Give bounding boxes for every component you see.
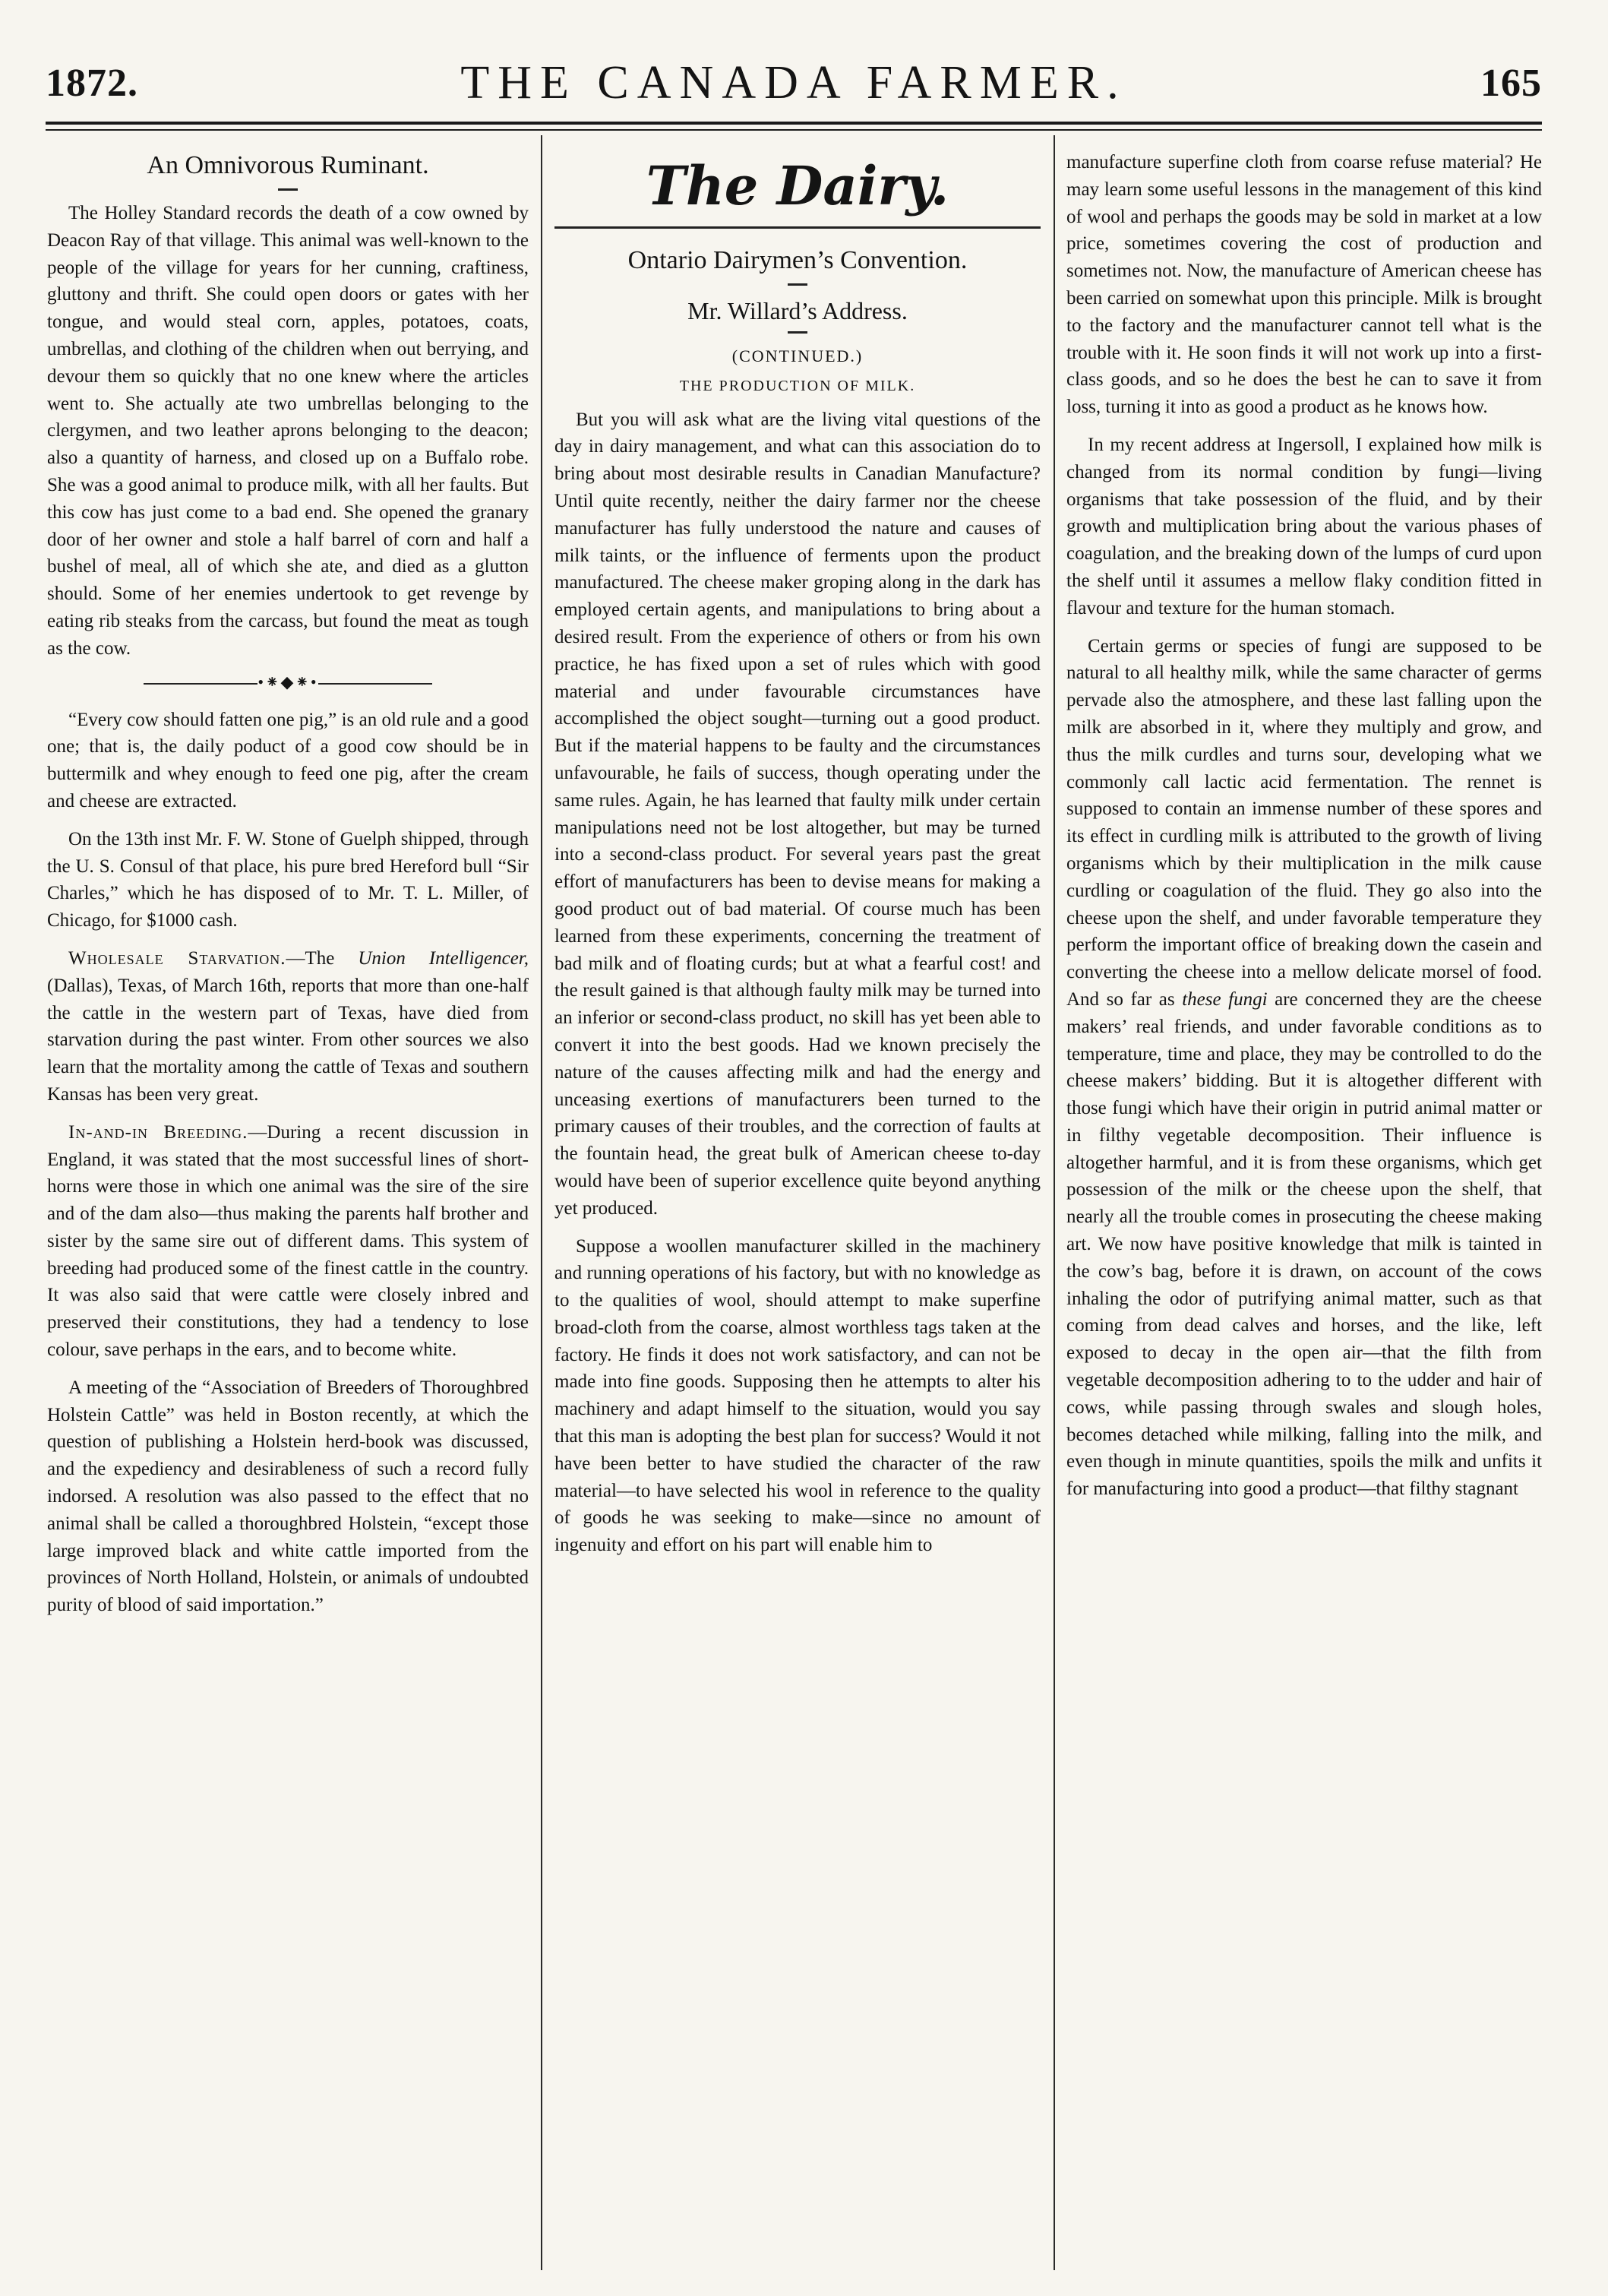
paragraph-text: (Dallas), Texas, of March 16th, reports that more than one-half the cattle in the western part of Texas, have died from starvation during the past winter. From other sources we also learn that the mortality among the cattle of Texas and southern Kansas has been very great. xyxy=(47,975,529,1105)
paragraph-text: —During a recent discussion in England, it was stated that the most successful lines of short-horns were those in which one animal was the sire of the sire and of the dam also—thus making the parents half brother and sister by the same sire out of different dams. This system of breeding had produced some of the finest cattle in the country. It was also said that were cattle were closely inbred and preserved their constitutions, they had a tendency to lose colour, save perhaps in the ears, and to become white. xyxy=(47,1121,529,1361)
column-divider-2 xyxy=(1054,135,1055,2270)
header-rule xyxy=(46,122,1542,125)
column-3 xyxy=(1066,149,1542,2269)
article-paragraph: Suppose a woollen manufacturer skilled in the machinery and running operations of his factory, but with no knowledge as to the qualities of wool, should attempt to make superfine broad-cloth from the coarse, almost worthless tags taken at the factory. He finds it does not work satisfactory, and can not be made into fine goods. Supposing then he attempts to alter his machinery and adapt himself to the situation, would you say that this man is adopting the best plan for success? Would it not have been better to have studied the character of the raw material—to have selected his wool in reference to the quality of goods he was seeking to make—since no amount of ingenuity and effort on his part will enable him to xyxy=(554,1235,1041,1556)
article-paragraph-starvation xyxy=(47,945,529,1108)
paragraph-text: Certain germs or species of fungi are supposed to be natural to all healthy milk, while the same character of germs pervade also the atmosphere, and these last falling upon the milk are absorbed in it, where they multiply and grow, and thus the milk curdles and turns sour, developing what we commonly call lactic acid fermentation. The rennet is supposed to contain an immense number of these spores and its effect in curdling milk is attributed to the growth of living organisms which by their multiplication in the milk cause curdling or coagulation of the fluid. They go also into the cheese upon the shelf, and under favorable temperature they perform the important office of breaking down the casein and converting the cheese into a mellow delicate morsel of food. And so far as xyxy=(1066,635,1542,1010)
article-paragraph: In my recent address at Ingersoll, I explained how milk is changed from its normal condition by fungi—living organisms that take possession of the fluid, and by their growth and multiplication bring about the various phases of coagulation, and the breaking down of the lumps of curd upon the shelf until it assumes a mellow flaky condition fitted in flavour and texture for the human stomach. xyxy=(1066,434,1542,618)
newspaper-name: Union Intelligencer, xyxy=(358,947,529,969)
column-divider-1 xyxy=(541,135,542,2270)
article-paragraph-fungi xyxy=(1066,633,1542,1504)
paragraph-lead: In-and-in Breeding. xyxy=(68,1121,248,1143)
continued-label: (CONTINUED.) xyxy=(731,346,864,365)
department-heading: The Dairy. xyxy=(646,154,949,217)
newspaper-title: THE CANADA FARMER. xyxy=(460,57,1127,109)
article-paragraph: But you will ask what are the living vital questions of the day in dairy management, and what can this association do to bring about most desirable results in Canadian Manufacture? Until quite recently, neither the dairy farmer nor the cheese manufacturer has fully understood the nature and causes of milk taints, or the influence of ferments upon the product manufactured. The cheese maker groping along in the dark has employed certain agents, and manipulations to bring about a desired result. From the experience of others or from his own practice, he has fixed upon a set of rules which with good material and under favourable circumstances have accomplished the object sought—turning out a good product. But if the material happens to be faulty and the circumstances unfavourable, he fails of success, though operating under the same rules. Again, he has learned that faulty milk under certain manipulations need not be lost altogether, but may be turned into a second-class product. For several years past the great effort of manufacturers has been to devise means for making a good product out of bad material. Of course much has been learned from these experiments, concerning the treatment of bad milk and of floating curds; but at what a fearful cost! and the result gained is that although faulty milk may be turned into an inferior or second-class product, no skill has yet been able to convert it into the best goods. Had we known precisely the nature of the causes affecting milk and had the energy and unceasing exertions of manufacturers been turned to the primary causes of their troubles, and the correction of faults at the fountain head, the great bulk of American cheese to-day would have been of superior excellence quite beyond anything yet produced. xyxy=(554,409,1041,1219)
article-subheading: Mr. Willard’s Address. xyxy=(687,297,908,324)
article-heading-omnivorous-ruminant: An Omnivorous Ruminant. xyxy=(147,151,429,179)
issue-year: 1872. xyxy=(46,62,138,105)
ornament-glyphs: •⁕◆⁕• xyxy=(257,672,318,691)
section-ornament xyxy=(47,673,529,691)
page-number: 165 xyxy=(1480,62,1542,105)
article-paragraph: The Holley Standard records the death of a cow owned by Deacon Ray of that village. This animal was well-known to the people of the village for years for her cunning, craftiness, gluttony and thrift. She could open doors or gates with her tongue, and would steal corn, apples, potatoes, coats, umbrellas, and clothing of the children when out berrying, and devour them so quickly that no one knew where the articles went to. She actually ate two umbrellas belonging to the clergymen, and two leather aprons belonging to the deacon; also a quantity of harness, and closed up on a Buffalo robe. She was a good animal to produce milk, with all her faults. But this cow has just come to a bad end. She opened the granary door of her owner and stole a half barrel of corn and half a bushel of meal, all of which she ate, and died as a glutton should. Some of her enemies undertook to get revenge by eating rib steaks from the carcass, but found the meat as tough as the cow. xyxy=(47,203,529,659)
section-label: THE PRODUCTION OF MILK. xyxy=(679,377,916,394)
article-paragraph: On the 13th inst Mr. F. W. Stone of Guelph shipped, through the U. S. Consul of that place, his pure bred Hereford bull “Sir Charles,” which he has disposed of to Mr. T. L. Miller, of Chicago, for $1000 cash. xyxy=(47,828,529,931)
heading-dash xyxy=(278,188,298,191)
column-1 xyxy=(47,149,529,2269)
article-paragraph: A meeting of the “Association of Breeders of Thoroughbred Holstein Cattle” was held in Boston recently, at which the question of publishing a Holstein herd-book was discussed, and the expediency and desirableness of such a record fully indorsed. A resolution was also passed to the effect that no animal shall be called a thoroughbred Holstein, “except those large improved black and white cattle imported from the provinces of North Holland, Holstein, or animals of undoubted purity of blood of said importation.” xyxy=(47,1377,529,1616)
article-paragraph: manufacture superfine cloth from coarse refuse material? He may learn some useful lessons in the management of this kind of wool and perhaps the goods may be sold in market at a low price, sometimes covering the cost of production and sometimes not. Now, the manufacture of American cheese has been carried on somewhat upon this principle. Milk is brought to the factory and the manufacturer cannot tell what is the trouble with it. He soon finds it will not work up into a first-class goods, and so he does the best he can to save it from loss, turning it into as good a product as he knows how. xyxy=(1066,152,1542,418)
paragraph-text: —The xyxy=(286,947,359,969)
paragraph-text: are concerned they are the cheese makers’ real friends, and under favorable conditions as to temperature, time and place, they may be controlled to do the cheese makers’ bidding. But it is altogether different with those fungi which have their origin in putrid animal matter or in filthy vegetable decomposition. Their influence is altogether harmful, and it is from these organisms, which get possession of the milk or the cheese upon the shelf, that nearly all the trouble comes in prosecuting the cheese making art. We now have positive knowledge that milk is tainted in the cow’s bag, before it is drawn, on account of the cows inhaling the odor of putrifying animal matter, such as that coming from dead calves and horses, and the like, left exposed to decay in the open air—that the filth from vegetable decomposition adhering to to the udder and hair of cows, while passing through swales and slough holes, becomes detached while milking, falling into the milk, and even though in minute quantities, spoils the milk and unfits it for manufacturing into good a product—that filthy stagnant xyxy=(1066,988,1542,1500)
paragraph-lead: Wholesale Starvation. xyxy=(68,947,286,969)
masthead xyxy=(46,46,1542,114)
heading-dash xyxy=(788,331,807,334)
article-paragraph: “Every cow should fatten one pig,” is an old rule and a good one; that is, the daily poduct of a good cow should be in buttermilk and whey enough to feed one pig, after the cream and cheese are extracted. xyxy=(47,709,529,811)
article-paragraph-breeding xyxy=(47,1119,529,1364)
department-rule xyxy=(554,226,1041,229)
heading-dash xyxy=(788,283,807,286)
emphasis-text: these fungi xyxy=(1182,988,1268,1010)
column-2 xyxy=(554,149,1041,2269)
article-heading-convention: Ontario Dairymen’s Convention. xyxy=(627,246,968,274)
header-rule-thin xyxy=(46,129,1542,131)
